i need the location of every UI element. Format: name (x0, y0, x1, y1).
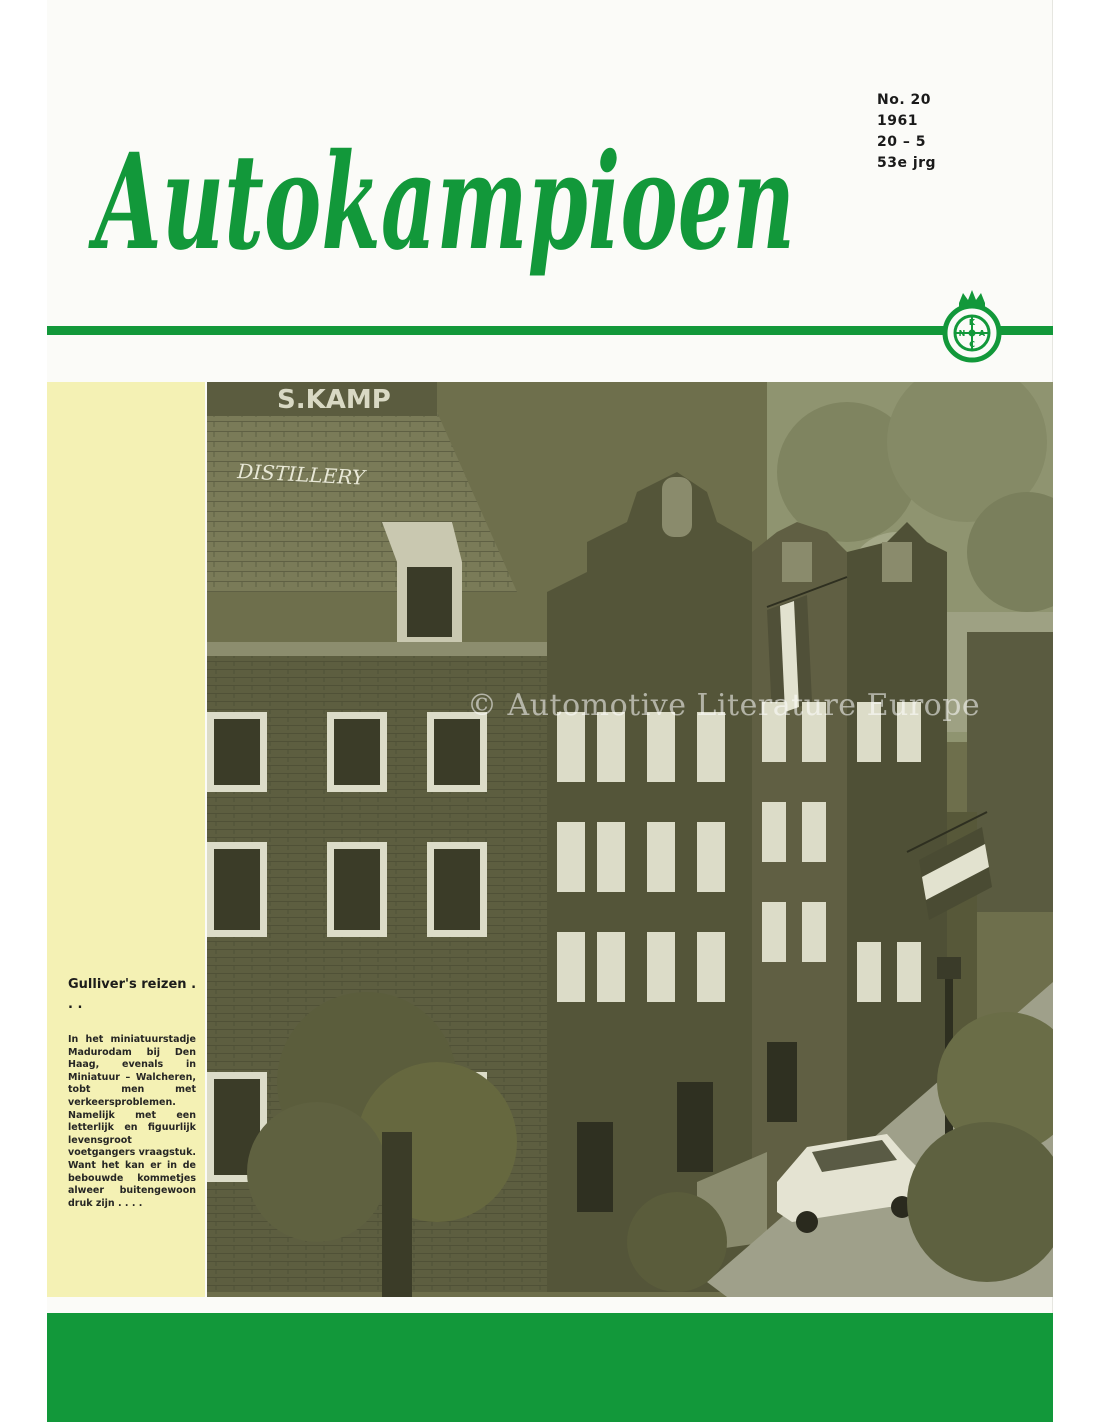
crest-letter-right: A (978, 329, 986, 338)
issue-info (877, 90, 997, 174)
magazine-cover (47, 0, 1053, 1422)
caption-body: In het miniatuurstadje Madurodam bij Den Haag, evenals in Miniatuur – Walcheren, tobt men met verkeersproblemen. Namelijk met een letterlijk en figuurlijk levensgroot voetgangers vraagstuk. Want het kan er in de bebouwde kommetjes alweer buitengewoon druk zijn . . . . (68, 1034, 196, 1209)
crest-letter-left: N (958, 329, 966, 338)
watermark: © Automotive Literature Europe (467, 688, 981, 723)
sign-distillery: DISTILLERY (236, 459, 366, 490)
footer-band (47, 1313, 1053, 1422)
header-rule (47, 326, 1053, 335)
masthead-logo (47, 70, 907, 290)
madurodam-street-illustration (207, 382, 1053, 1297)
crest-letter-top: K (968, 318, 976, 327)
crest-letter-bottom: C (969, 340, 975, 349)
masthead-title: Autokampioen (87, 125, 796, 280)
issue-year: 1961 (877, 113, 918, 129)
knac-crest-icon (937, 285, 1007, 375)
issue-number: No. 20 (877, 92, 932, 108)
sign-skamp: S.KAMP (277, 385, 391, 415)
cover-photo (207, 382, 1053, 1297)
caption-heading: Gulliver's reizen . . . (68, 977, 197, 1012)
masthead (47, 70, 907, 290)
issue-date: 20 – 5 (877, 134, 926, 150)
issue-volume: 53e jrg (877, 155, 937, 171)
